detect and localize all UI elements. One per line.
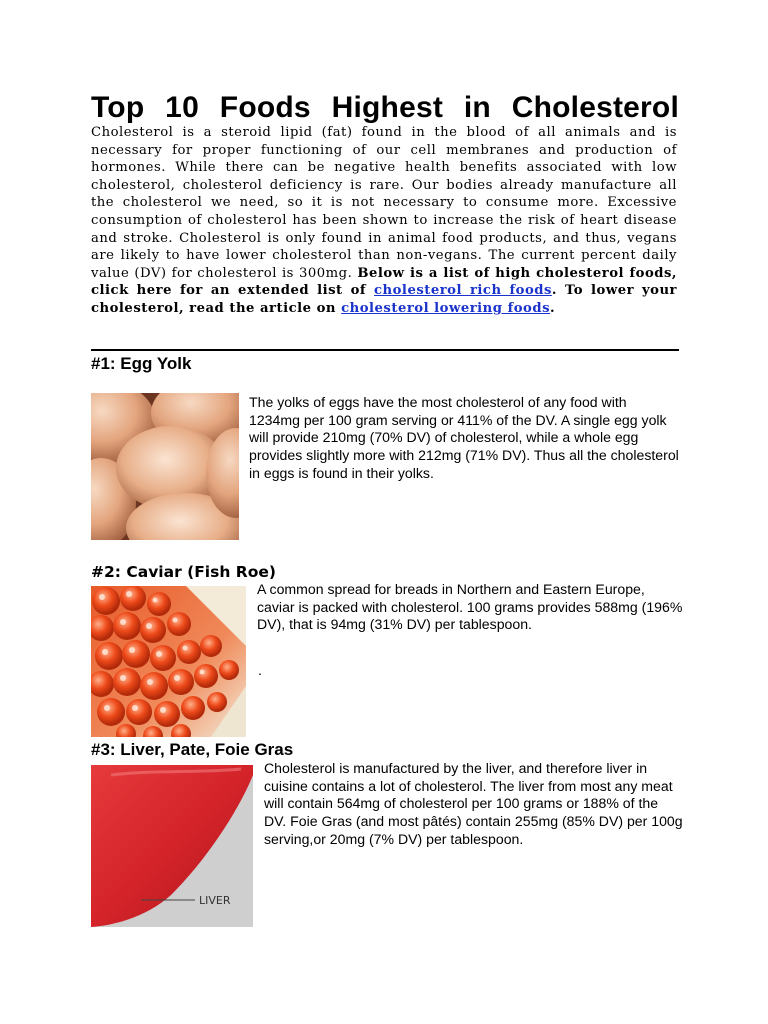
cholesterol-rich-foods-link[interactable]: cholesterol rich foods xyxy=(374,283,552,299)
cholesterol-lowering-foods-link[interactable]: cholesterol lowering foods xyxy=(341,300,550,316)
intro-text: Cholesterol is a steroid lipid (fat) found in the blood of all animals and is necessary for proper functioning of our cell membranes and production of hormones. While there can be negative health benefits associated with low cholesterol, cholesterol deficiency is rare. Our bodies already manufacture all the cholesterol we need, so it is not necessary to consume more. Excessive consumption of cholesterol has been shown to increase the risk of heart disease and stroke. Cholesterol is only found in animal food products, and thus, vegans are likely to have lower cholesterol than non-vegans. The current percent daily value (DV) for cholesterol is 300mg. xyxy=(91,125,677,281)
section-divider xyxy=(91,349,679,351)
caviar-description: A common spread for breads in Northern and Eastern Europe, caviar is packed with cholesterol. 100 grams provides 588mg (196% DV), that is 94mg (31% DV) per tablespoon. xyxy=(257,581,683,633)
page-title: Top 10 Foods Highest in Cholesterol xyxy=(91,91,679,124)
liver-description: Cholesterol is manufactured by the liver, and therefore liver in cuisine contains a lot of cholesterol. The liver from most any meat will contain 564mg of cholesterol per 100 grams or 188% of the DV. Foie Gras (and most pâtés) contain 255mg (85% DV) per 100g serving,or 20mg (7% DV) per tablespoon. xyxy=(264,760,683,847)
intro-bold-2: . To lower your cholesterol, read the article on xyxy=(91,283,677,316)
stray-period: . xyxy=(258,662,262,678)
intro-bold-1: Below is a list of high cholesterol foods, click here for an extended list of xyxy=(91,265,677,299)
egg-yolk-description: The yolks of eggs have the most cholesterol of any food with 1234mg per 100 gram serving or 411% of the DV. A single egg yolk will provide 210mg (70% DV) of cholesterol, while a whole egg provides slightly more with 212mg (71% DV). Thus all the cholesterol in eggs is found in their yolks. xyxy=(249,394,679,481)
section-heading-liver: #3: Liver, Pate, Foie Gras xyxy=(91,740,294,759)
intro-bold-3: . xyxy=(550,300,556,316)
intro-paragraph xyxy=(91,124,677,318)
liver-image xyxy=(91,765,253,927)
egg-image xyxy=(91,393,239,540)
section-heading-egg-yolk: #1: Egg Yolk xyxy=(91,354,192,373)
liver-image-label: LIVER xyxy=(199,894,231,907)
section-heading-caviar: #2: Caviar (Fish Roe) xyxy=(91,563,276,581)
caviar-image xyxy=(91,586,246,737)
